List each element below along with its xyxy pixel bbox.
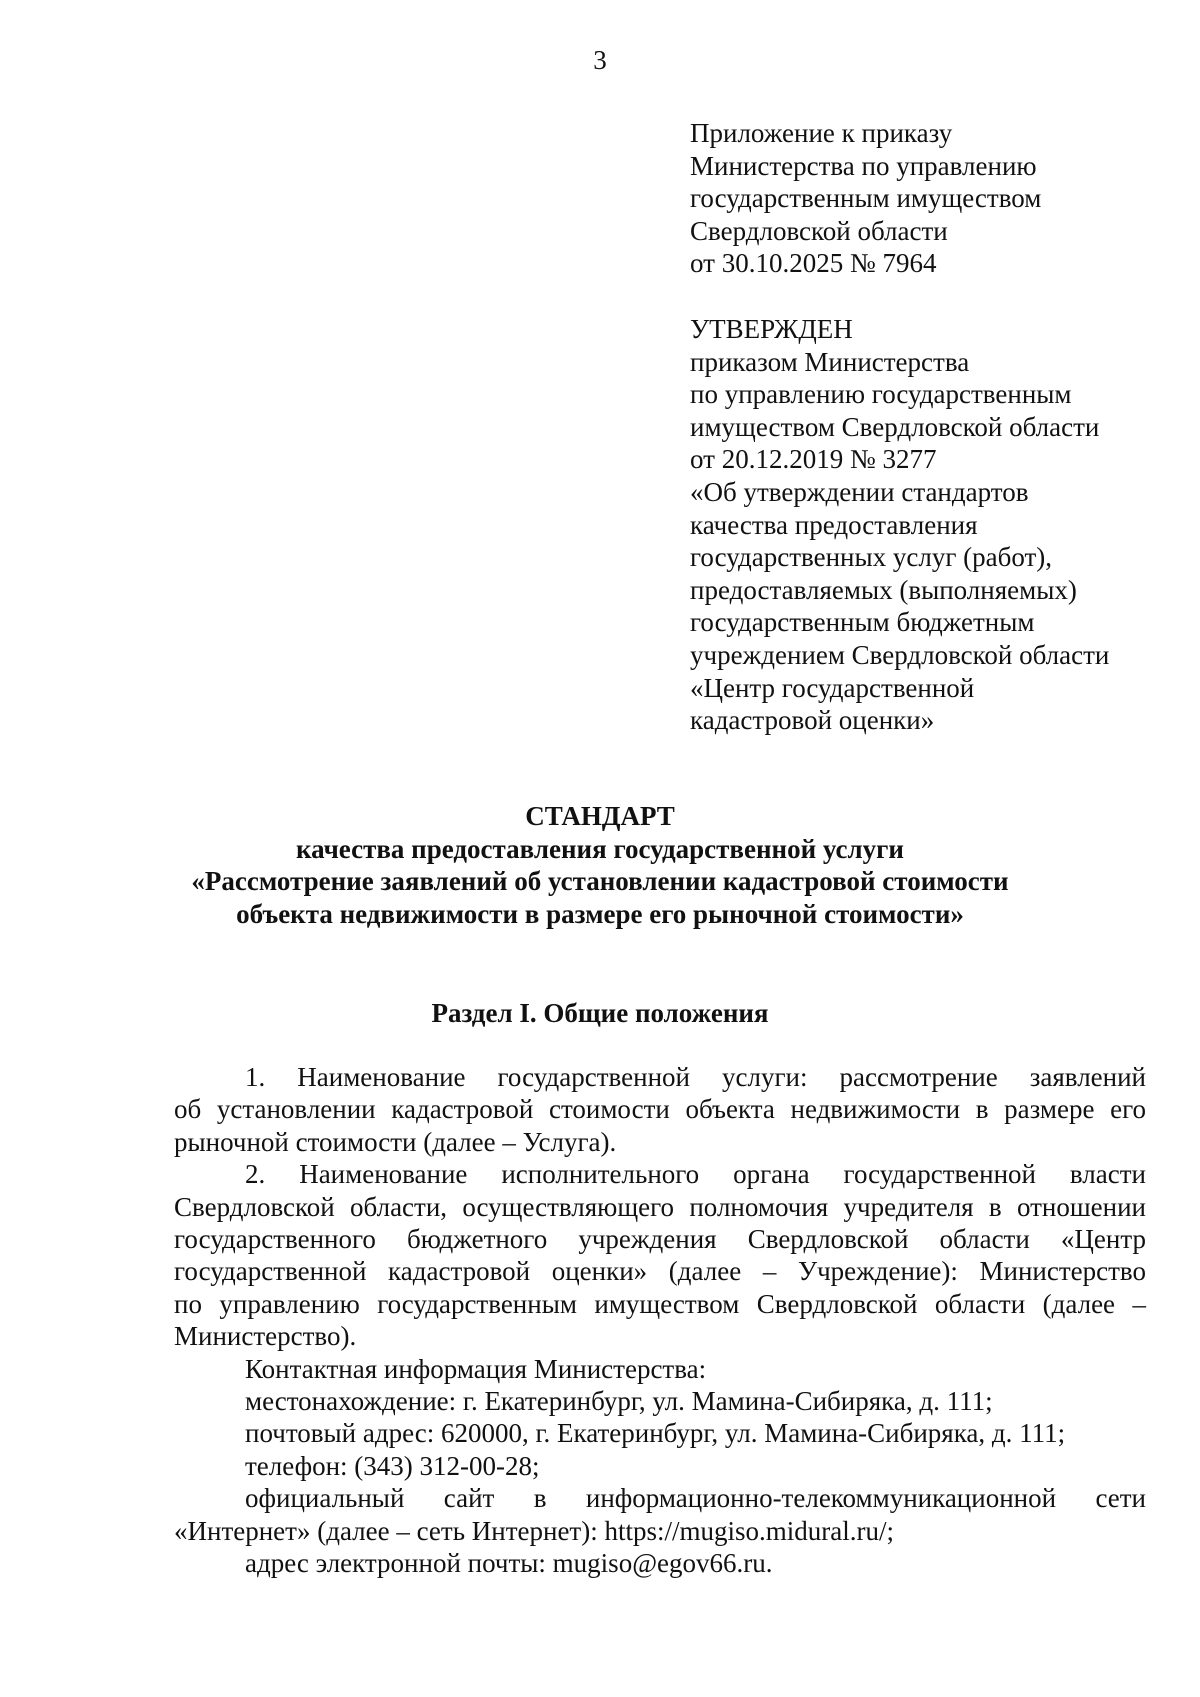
body-line: Свердловской области, осуществляющего полномочия учредителя в отношении xyxy=(174,1191,1146,1222)
body-line: «Интернет» (далее – сеть Интернет): https://mugiso.midural.ru/; xyxy=(174,1515,894,1546)
section-heading: Раздел I. Общие положения xyxy=(431,998,769,1028)
body-line: адрес электронной почты: mugiso@egov66.ru. xyxy=(245,1548,773,1579)
document-title xyxy=(0,800,1200,931)
approved-line: кадастровой оценки» xyxy=(690,705,935,736)
approved-line: по управлению государственным xyxy=(690,379,1072,410)
body-line: местонахождение: г. Екатеринбург, ул. Мамина-Сибиряка, д. 111; xyxy=(245,1386,993,1417)
body-line: официальный сайт в информационно-телекоммуникационной сети xyxy=(245,1483,1146,1514)
appendix-line: Свердловской области xyxy=(690,215,948,246)
page-number: 3 xyxy=(593,45,607,75)
body-line: об установлении кадастровой стоимости объекта недвижимости в размере его xyxy=(174,1094,1146,1125)
approved-line: государственных услуг (работ), xyxy=(690,542,1053,573)
approved-line: «Центр государственной xyxy=(690,672,975,703)
approved-line: «Об утверждении стандартов xyxy=(690,476,1029,507)
body-line: телефон: (343) 312-00-28; xyxy=(245,1450,540,1481)
body-line: по управлению государственным имуществом Свердловской области (далее – xyxy=(174,1288,1146,1319)
body-line: Контактная информация Министерства: xyxy=(245,1353,707,1384)
approved-line: качества предоставления xyxy=(690,509,978,540)
title-line: объекта недвижимости в размере его рыночной стоимости» xyxy=(236,899,964,930)
approved-line: учреждением Свердловской области xyxy=(690,639,1110,670)
appendix-line: от 30.10.2025 № 7964 xyxy=(690,248,937,279)
approved-line: государственным бюджетным xyxy=(690,607,1035,638)
appendix-line: Приложение к приказу xyxy=(690,118,953,148)
approved-block xyxy=(690,313,1170,737)
approved-line: от 20.12.2019 № 3277 xyxy=(690,444,937,475)
approved-line: УТВЕРЖДЕН xyxy=(690,314,853,344)
approved-line: предоставляемых (выполняемых) xyxy=(690,574,1077,605)
body-line: 2. Наименование исполнительного органа государственной власти xyxy=(245,1159,1146,1190)
body-line: рыночной стоимости (далее – Услуга). xyxy=(174,1126,617,1157)
approved-line: приказом Министерства xyxy=(690,346,970,377)
appendix-line: Министерства по управлению xyxy=(690,150,1037,181)
approved-line: имуществом Свердловской области xyxy=(690,411,1100,442)
body-line: Министерство). xyxy=(174,1321,357,1352)
title-line: «Рассмотрение заявлений об установлении кадастровой стоимости xyxy=(191,866,1009,897)
body-line: государственной кадастровой оценки» (далее – Учреждение): Министерство xyxy=(174,1256,1146,1287)
appendix-line: государственным имуществом xyxy=(690,183,1042,214)
title-line: качества предоставления государственной услуги xyxy=(296,833,904,864)
body-line: почтовый адрес: 620000, г. Екатеринбург, ул. Мамина-Сибиряка, д. 111; xyxy=(245,1418,1066,1449)
appendix-block xyxy=(690,117,1170,280)
title-line: СТАНДАРТ xyxy=(525,801,675,831)
body-text xyxy=(174,1061,1146,1580)
body-line: 1. Наименование государственной услуги: рассмотрение заявлений xyxy=(245,1062,1146,1092)
body-line: государственного бюджетного учреждения Свердловской области «Центр xyxy=(174,1224,1146,1255)
